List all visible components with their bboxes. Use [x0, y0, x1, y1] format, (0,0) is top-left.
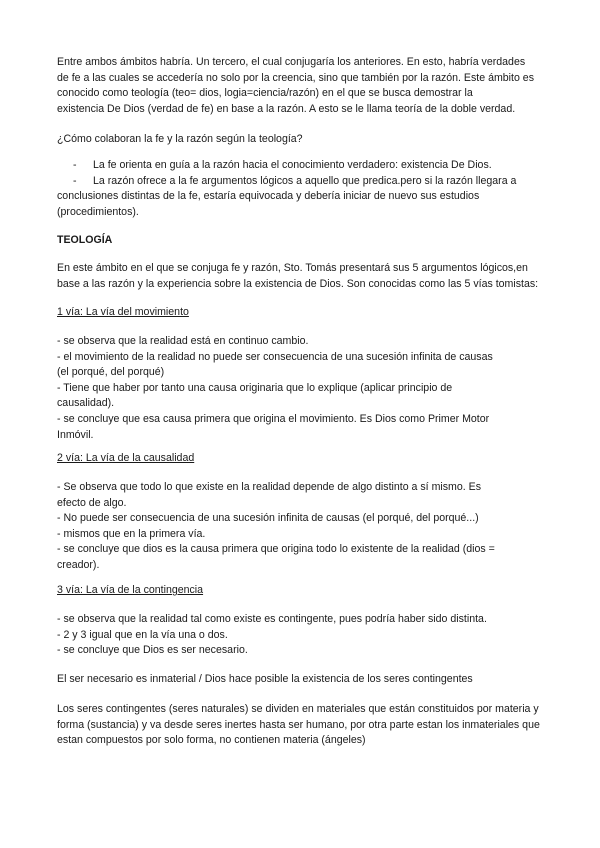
bullet-dash: - — [73, 159, 77, 171]
text-line: - se concluye que dios es la causa primera que origina todo lo existente de la realidad (dios = — [57, 543, 495, 556]
via3-title-block — [57, 583, 565, 599]
text-line: efecto de algo. — [57, 496, 127, 509]
text-line: En este ámbito en el que se conjuga fe y razón, Sto. Tomás presentará sus 5 argumentos lógicos,en — [57, 262, 528, 274]
list-item-continuation: conclusiones distintas de la fe, estaría equivocada y debería iniciar de nuevo sus estudios — [57, 190, 480, 203]
text-line: forma (sustancia) y va desde seres inertes hasta ser humano, por otra parte estan los inmateriales que — [57, 718, 540, 731]
question-text: ¿Cómo colaboran la fe y la razón según la teología? — [57, 133, 303, 145]
necesario-paragraph — [57, 672, 565, 688]
via1-title-block — [57, 305, 565, 321]
text-line: Inmóvil. — [57, 428, 94, 441]
via1-title: 1 vía: La vía del movimiento — [57, 306, 189, 318]
text-line: Los seres contingentes (seres naturales) se dividen en materiales que están constituidos por materia y — [57, 703, 539, 715]
bullet-dash: - — [73, 174, 77, 187]
text-line: - se observa que la realidad tal como existe es contingente, pues podría haber sido distinta. — [57, 613, 487, 625]
text-line: causalidad). — [57, 397, 115, 410]
teologia-heading-block — [57, 233, 565, 249]
contingentes-paragraph — [57, 702, 565, 749]
list-item — [57, 158, 565, 174]
via2-body — [57, 480, 565, 574]
text-line: de fe a las cuales se accedería no solo por la creencia, sino que también por la razón. Este ámbito es — [57, 71, 534, 84]
intro-paragraph — [57, 55, 565, 117]
question-paragraph — [57, 132, 565, 148]
text-line: conocido como teología (teo= dios, logia=ciencia/razón) en el que se busca demostrar la — [57, 87, 473, 100]
via3-title: 3 vía: La vía de la contingencia — [57, 584, 204, 596]
via3-body — [57, 612, 565, 659]
via2-title-block — [57, 451, 565, 467]
list-item-text: La razón ofrece a la fe argumentos lógicos a aquello que predica.pero si la razón llegara a — [93, 174, 517, 187]
text-line: - el movimiento de la realidad no puede ser consecuencia de una sucesión infinita de causas — [57, 350, 493, 363]
teologia-paragraph — [57, 261, 565, 292]
text-line: creador). — [57, 558, 100, 571]
text-line: El ser necesario es inmaterial / Dios hace posible la existencia de los seres contingentes — [57, 673, 473, 685]
text-line: Entre ambos ámbitos habría. Un tercero, el cual conjugaría los anteriores. En esto, habría verdades — [57, 56, 526, 68]
text-line: - 2 y 3 igual que en la vía una o dos. — [57, 628, 228, 641]
text-line: existencia De Dios (verdad de fe) en base a la razón. A esto se le llama teoría de la doble verdad. — [57, 102, 516, 115]
bullet-list — [57, 158, 565, 220]
text-line: - Tiene que haber por tanto una causa originaria que lo explique (aplicar principio de — [57, 381, 453, 394]
section-heading: TEOLOGÍA — [57, 234, 113, 246]
via1-body — [57, 334, 565, 443]
list-item-text: La fe orienta en guía a la razón hacia el conocimiento verdadero: existencia De Dios. — [93, 159, 492, 171]
list-item-continuation: (procedimientos). — [57, 205, 139, 218]
text-line: base a las razón y la experiencia sobre la existencia de Dios. Son conocidas como las 5 vías tomistas: — [57, 277, 539, 290]
text-line: - se concluye que Dios es ser necesario. — [57, 644, 248, 657]
list-item — [57, 174, 565, 190]
text-line: estan compuestos por solo forma, no contienen materia (ángeles) — [57, 734, 366, 747]
text-line: - Se observa que todo lo que existe en la realidad depende de algo distinto a sí mismo. Es — [57, 481, 482, 493]
text-line: - mismos que en la primera vía. — [57, 527, 206, 540]
text-line: - se concluye que esa causa primera que origina el movimiento. Es Dios como Primer Motor — [57, 412, 490, 425]
text-line: - se observa que la realidad está en continuo cambio. — [57, 335, 309, 347]
text-line: - No puede ser consecuencia de una sucesión infinita de causas (el porqué, del porqué...) — [57, 512, 479, 525]
via2-title: 2 vía: La vía de la causalidad — [57, 452, 195, 464]
text-line: (el porqué, del porqué) — [57, 366, 165, 379]
